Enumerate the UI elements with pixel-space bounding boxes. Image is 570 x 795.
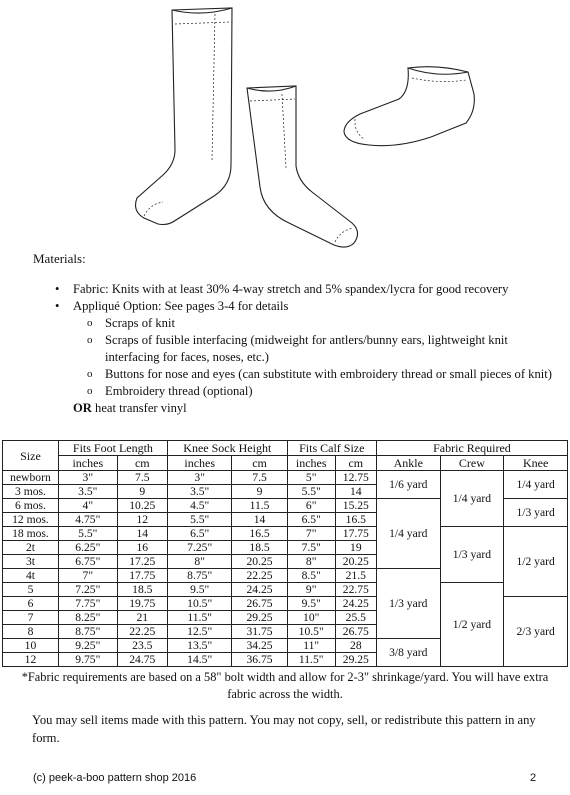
measure-cell: 29.25 [232, 611, 287, 625]
unit-header: inches [287, 456, 335, 471]
measure-cell: 20.25 [335, 555, 376, 569]
size-header: Size [3, 441, 59, 471]
ankle-fabric-cell: 1/3 yard [376, 569, 440, 639]
measure-cell: 9" [287, 583, 335, 597]
measure-cell: 3.5" [167, 485, 232, 499]
applique-subitem: o Scraps of fusible interfacing (midweight for antlers/bunny ears, lightweight knit interfacing for faces, noses, etc.) [87, 332, 555, 366]
size-chart-table [2, 440, 568, 667]
measure-cell: 8.75" [167, 569, 232, 583]
table-body [3, 471, 568, 667]
materials-list [55, 281, 555, 417]
crew-fabric-cell: 1/3 yard [440, 527, 504, 583]
size-cell: 6 [3, 597, 59, 611]
measure-cell: 7.5" [287, 541, 335, 555]
measure-cell: 11.5" [167, 611, 232, 625]
measure-cell: 22.75 [335, 583, 376, 597]
measure-cell: 12.75 [335, 471, 376, 485]
measure-cell: 4.75" [58, 513, 117, 527]
group-header: Knee Sock Height [167, 441, 287, 456]
sock-illustration [0, 0, 570, 250]
size-cell: 7 [3, 611, 59, 625]
applique-label: Appliqué Option: See pages 3-4 for details [73, 299, 289, 313]
fabric-col-header: Ankle [376, 456, 440, 471]
size-cell: 18 mos. [3, 527, 59, 541]
measure-cell: 7.5 [232, 471, 287, 485]
applique-sublist [73, 315, 555, 400]
measure-cell: 9.5" [287, 597, 335, 611]
measure-cell: 6.25" [58, 541, 117, 555]
measure-cell: 9 [117, 485, 167, 499]
unit-header: cm [117, 456, 167, 471]
measure-cell: 16.5 [232, 527, 287, 541]
size-cell: 12 [3, 653, 59, 667]
unit-header: inches [167, 456, 232, 471]
size-cell: 2t [3, 541, 59, 555]
measure-cell: 13.5" [167, 639, 232, 653]
knee-fabric-cell: 1/3 yard [504, 499, 568, 527]
measure-cell: 23.5 [117, 639, 167, 653]
measure-cell: 25.5 [335, 611, 376, 625]
ankle-sock-drawing [344, 67, 474, 146]
group-header: Fits Calf Size [287, 441, 376, 456]
measure-cell: 7.75" [58, 597, 117, 611]
measure-cell: 10.25 [117, 499, 167, 513]
measure-cell: 8.75" [58, 625, 117, 639]
measure-cell: 16.5 [335, 513, 376, 527]
measure-cell: 7.25" [58, 583, 117, 597]
measure-cell: 16 [117, 541, 167, 555]
sell-notice: You may sell items made with this pattern. You may not copy, sell, or redistribute this pattern in any form. [32, 713, 536, 745]
measure-cell: 15.25 [335, 499, 376, 513]
measure-cell: 8" [167, 555, 232, 569]
measure-cell: 12.5" [167, 625, 232, 639]
measure-cell: 9.75" [58, 653, 117, 667]
ankle-fabric-cell: 1/6 yard [376, 471, 440, 499]
crew-sock-drawing [247, 86, 358, 247]
measure-cell: 4.5" [167, 499, 232, 513]
measure-cell: 22.25 [232, 569, 287, 583]
group-header: Fabric Required [376, 441, 567, 456]
page-number: 2 [530, 772, 537, 784]
measure-cell: 22.25 [117, 625, 167, 639]
measure-cell: 7.5 [117, 471, 167, 485]
measure-cell: 5.5" [167, 513, 232, 527]
measure-cell: 26.75 [335, 625, 376, 639]
fabric-note: *Fabric requirements are based on a 58" bolt width and allow for 2-3" shrinkage/yard. You will have extra fabric across the width. [21, 670, 549, 701]
knee-fabric-cell: 1/2 yard [504, 527, 568, 597]
measure-cell: 7" [58, 569, 117, 583]
size-cell: 6 mos. [3, 499, 59, 513]
measure-cell: 18.5 [232, 541, 287, 555]
measure-cell: 20.25 [232, 555, 287, 569]
measure-cell: 6.75" [58, 555, 117, 569]
footer-copyright: (c) peek-a-boo pattern shop 2016 [33, 772, 197, 784]
measure-cell: 3" [58, 471, 117, 485]
measure-cell: 17.25 [117, 555, 167, 569]
measure-cell: 9 [232, 485, 287, 499]
crew-fabric-cell: 1/2 yard [440, 583, 504, 667]
measure-cell: 31.75 [232, 625, 287, 639]
size-cell: 8 [3, 625, 59, 639]
unit-header: cm [232, 456, 287, 471]
measure-cell: 8.5" [287, 569, 335, 583]
measure-cell: 14.5" [167, 653, 232, 667]
unit-header: cm [335, 456, 376, 471]
measure-cell: 10" [287, 611, 335, 625]
table-row [3, 471, 568, 485]
or-line [73, 400, 555, 417]
measure-cell: 9.25" [58, 639, 117, 653]
measure-cell: 6.5" [167, 527, 232, 541]
knee-fabric-cell: 2/3 yard [504, 597, 568, 667]
measure-cell: 19 [335, 541, 376, 555]
measure-cell: 4" [58, 499, 117, 513]
measure-cell: 7" [287, 527, 335, 541]
measure-cell: 29.25 [335, 653, 376, 667]
measure-cell: 14 [335, 485, 376, 499]
measure-cell: 5.5" [58, 527, 117, 541]
applique-subitem: o Embroidery thread (optional) [87, 383, 555, 400]
or-rest: heat transfer vinyl [91, 401, 187, 415]
measure-cell: 26.75 [232, 597, 287, 611]
table-row [3, 527, 568, 541]
measure-cell: 14 [232, 513, 287, 527]
ankle-fabric-cell: 1/4 yard [376, 499, 440, 569]
measure-cell: 17.75 [117, 569, 167, 583]
measure-cell: 12 [117, 513, 167, 527]
fabric-item: • Fabric: Knits with at least 30% 4-way stretch and 5% spandex/lycra for good recovery [55, 281, 555, 298]
measure-cell: 8.25" [58, 611, 117, 625]
measure-cell: 24.25 [335, 597, 376, 611]
unit-header: inches [58, 456, 117, 471]
measure-cell: 18.5 [117, 583, 167, 597]
measure-cell: 21.5 [335, 569, 376, 583]
measure-cell: 8" [287, 555, 335, 569]
measure-cell: 14 [117, 527, 167, 541]
table-subheader-row [3, 456, 568, 471]
size-cell: 10 [3, 639, 59, 653]
fabric-col-header: Knee [504, 456, 568, 471]
measure-cell: 11.5 [232, 499, 287, 513]
size-cell: 3 mos. [3, 485, 59, 499]
measure-cell: 9.5" [167, 583, 232, 597]
measure-cell: 21 [117, 611, 167, 625]
knee-sock-drawing [136, 8, 232, 225]
size-cell: 3t [3, 555, 59, 569]
size-cell: 4t [3, 569, 59, 583]
materials-heading: Materials: [33, 251, 86, 266]
measure-cell: 11" [287, 639, 335, 653]
ankle-fabric-cell: 3/8 yard [376, 639, 440, 667]
applique-subitem: o Buttons for nose and eyes (can substitute with embroidery thread or small pieces of knit) [87, 366, 555, 383]
measure-cell: 24.25 [232, 583, 287, 597]
measure-cell: 6" [287, 499, 335, 513]
size-cell: 5 [3, 583, 59, 597]
measure-cell: 36.75 [232, 653, 287, 667]
size-cell: newborn [3, 471, 59, 485]
knee-fabric-cell: 1/4 yard [504, 471, 568, 499]
crew-fabric-cell: 1/4 yard [440, 471, 504, 527]
applique-subitem: o Scraps of knit [87, 315, 555, 332]
applique-item [55, 298, 555, 417]
measure-cell: 10.5" [167, 597, 232, 611]
measure-cell: 28 [335, 639, 376, 653]
measure-cell: 11.5" [287, 653, 335, 667]
table-row [3, 583, 568, 597]
measure-cell: 5" [287, 471, 335, 485]
measure-cell: 24.75 [117, 653, 167, 667]
fabric-col-header: Crew [440, 456, 504, 471]
measure-cell: 19.75 [117, 597, 167, 611]
measure-cell: 17.75 [335, 527, 376, 541]
size-cell: 12 mos. [3, 513, 59, 527]
measure-cell: 6.5" [287, 513, 335, 527]
or-word: OR [73, 401, 92, 415]
measure-cell: 3" [167, 471, 232, 485]
measure-cell: 34.25 [232, 639, 287, 653]
measure-cell: 3.5" [58, 485, 117, 499]
measure-cell: 10.5" [287, 625, 335, 639]
group-header: Fits Foot Length [58, 441, 167, 456]
table-header-row [3, 441, 568, 456]
measure-cell: 5.5" [287, 485, 335, 499]
measure-cell: 7.25" [167, 541, 232, 555]
